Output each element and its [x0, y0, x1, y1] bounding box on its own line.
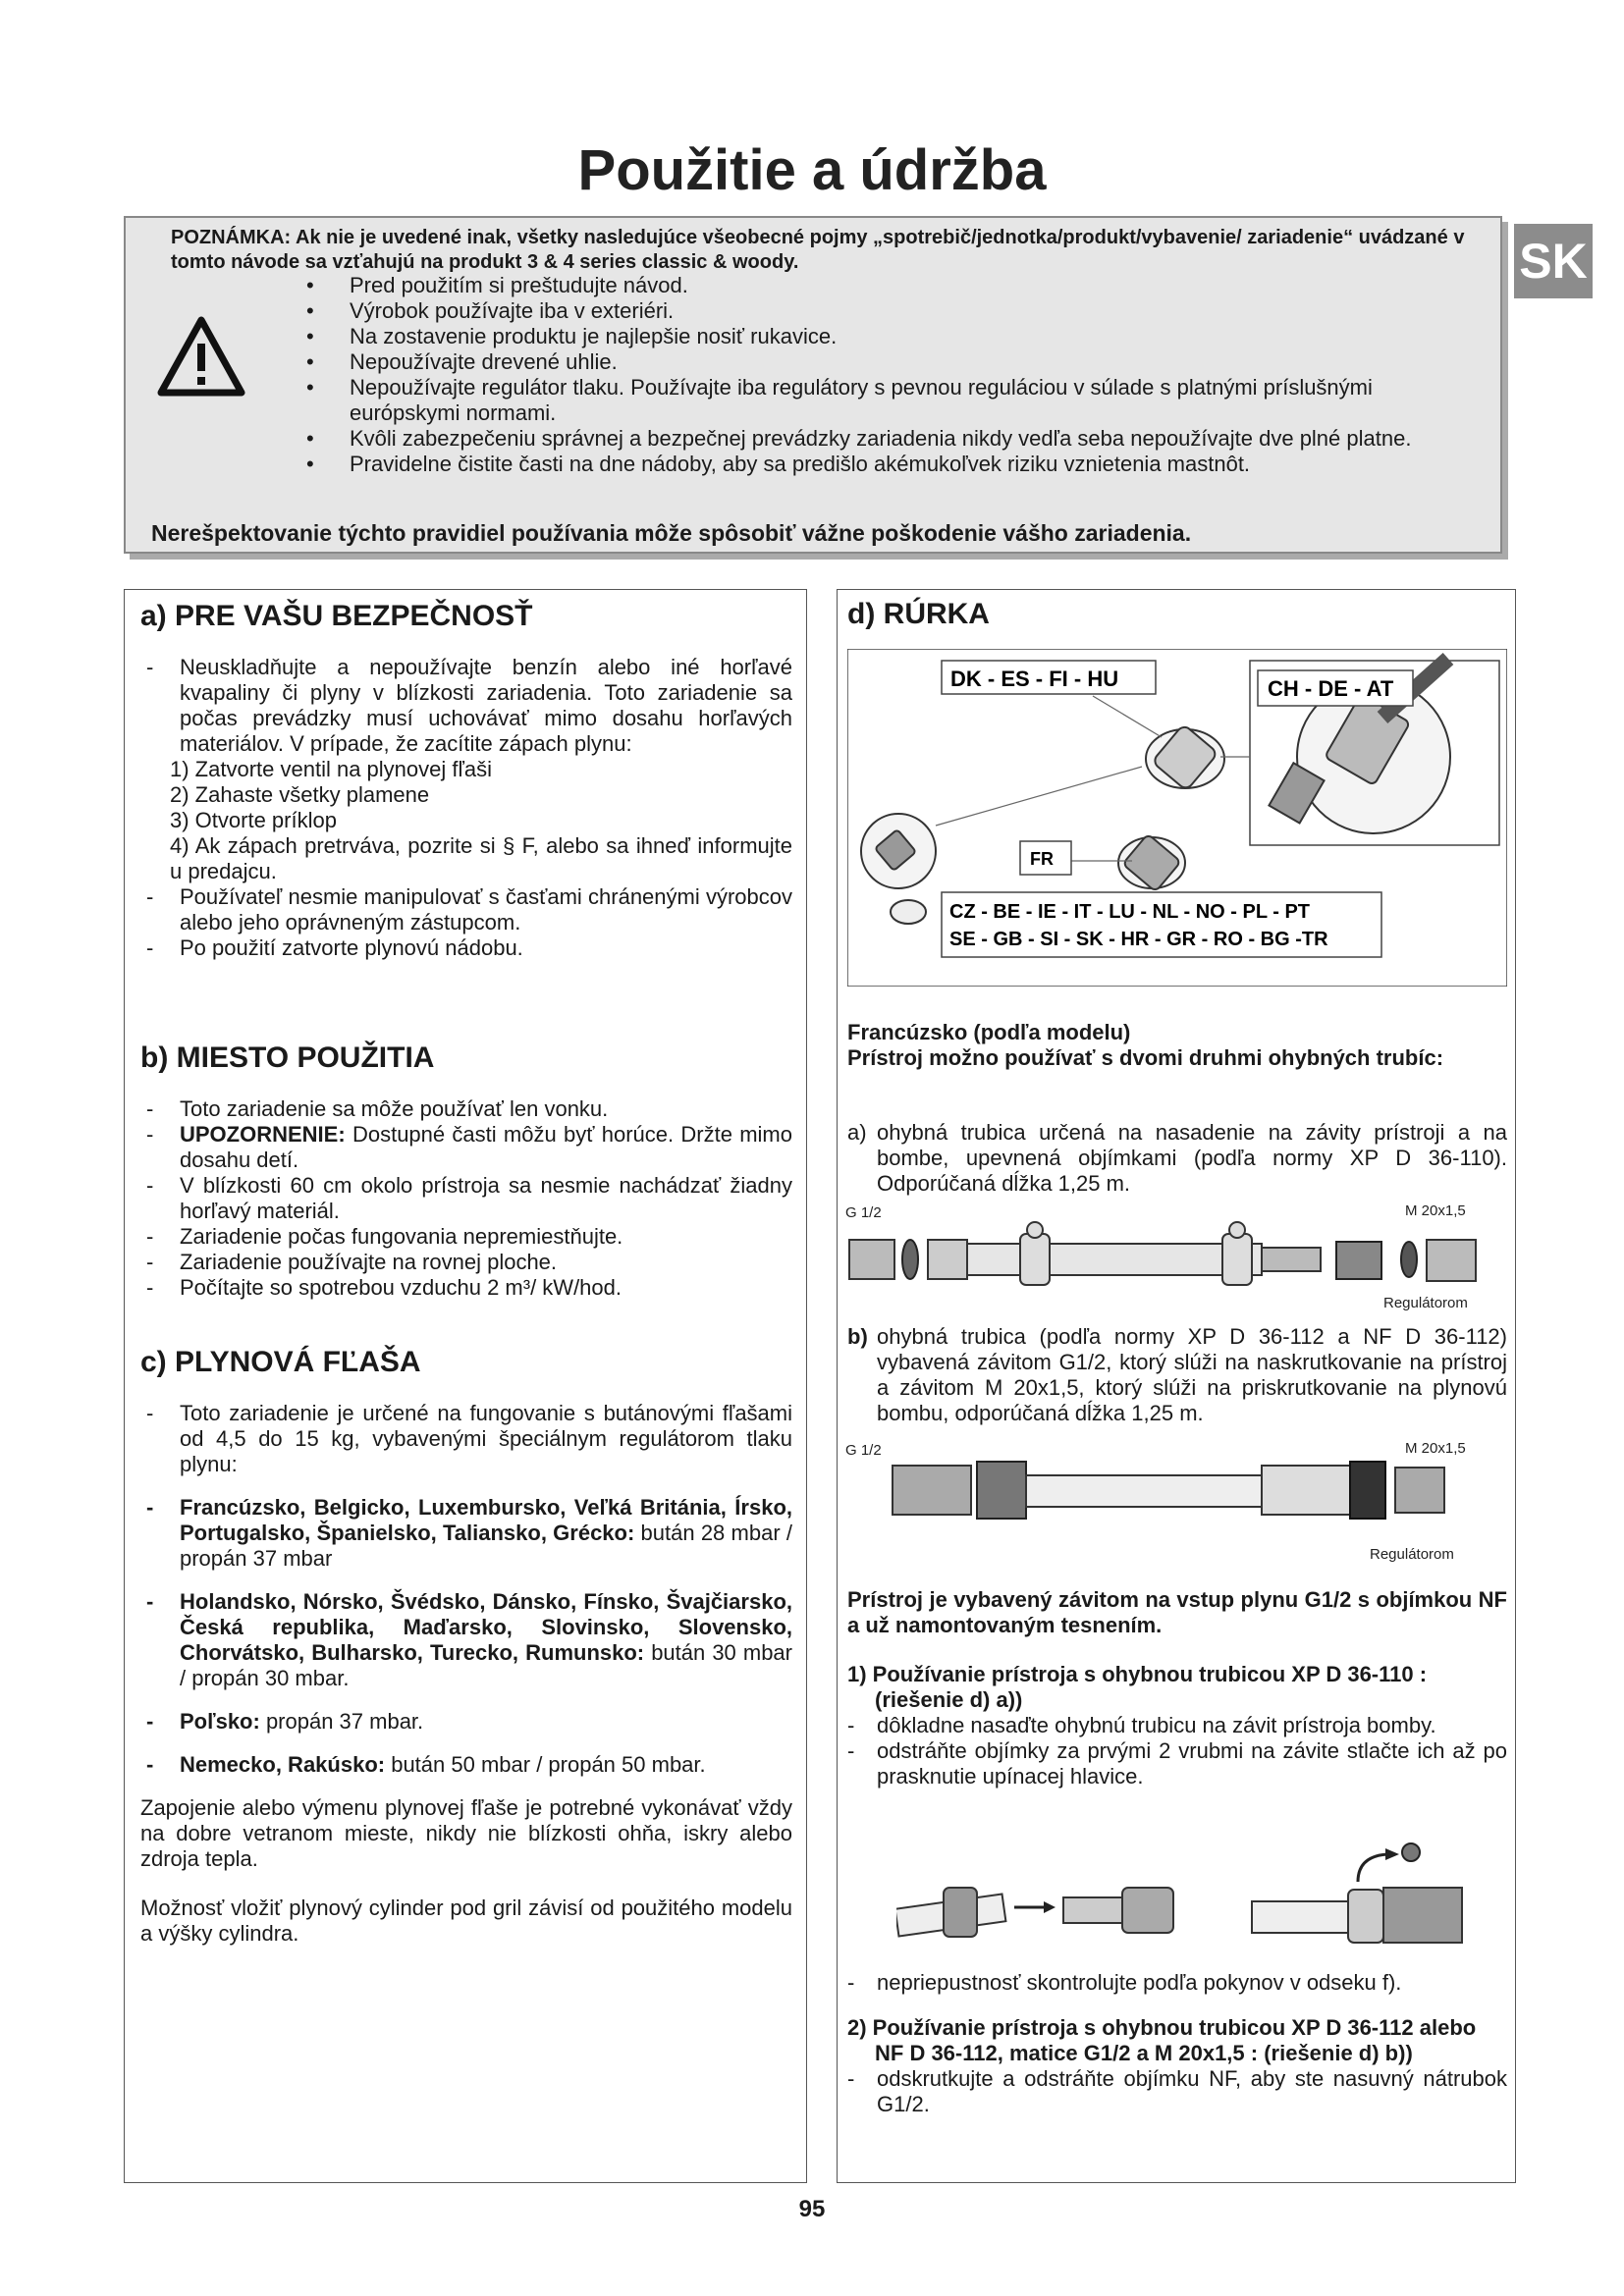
notice-item: • Pred použitím si preštudujte návod. [306, 273, 1465, 298]
fig1-right-label: M 20x1,5 [1405, 1202, 1466, 1219]
section-a-p3: Po použití zatvorte plynovú nádobu. [180, 935, 523, 960]
step-1-heading: 1) Používanie prístroja s ohybnou trubicou XP D 36-110 : (riešenie d) a)) [847, 1662, 1428, 1712]
step-item: 1) Zatvorte ventil na plynovej fľaši [170, 757, 493, 781]
section-a-p1: Neuskladňujte a nepoužívajte benzín alebo iné horľavé kvapaliny či plyny v blízkosti zariadenia. Toto zariadenie sa počas prevádzky musí uchovávať mimo dosahu horľavých materiálov. V prípade, že zacítite zápach plynu: [180, 655, 792, 756]
step-item: 4) Ak zápach pretrváva, pozrite si § F, alebo sa ihneď informujte u predajcu. [170, 833, 792, 883]
page-number: 95 [798, 2196, 826, 2222]
pressure-2: bután 30 mbar / propán 30 mbar. [180, 1640, 792, 1690]
fig1-left-label: G 1/2 [845, 1204, 882, 1221]
notice-list [306, 273, 1465, 477]
right-column [837, 589, 1516, 2183]
fig1-regulator-label: Regulátorom [1383, 1295, 1468, 1311]
notice-item: • Nepoužívajte regulátor tlaku. Používajte iba regulátory s pevnou reguláciou v súlade s platnými príslušnými európskymi normami. [306, 375, 1465, 426]
diagram-label-cz: CZ - BE - IE - IT - LU - NL - NO - PL - PT [949, 901, 1311, 923]
notice-header: POZNÁMKA: Ak nie je uvedené inak, všetky nasledujúce všeobecné pojmy „spotrebič/jednotka/produkt/vybavenie/ zariadenie“ uvádzané v tomto návode sa vzťahujú na produkt 3 & 4 series classic & woody. [171, 227, 1465, 273]
option-b [847, 1324, 1507, 1426]
section-a-heading: a) PRE VAŠU BEZPEČNOSŤ [140, 600, 533, 632]
section-d-heading: d) RÚRKA [847, 598, 990, 630]
option-a-text: ohybná trubica určená na nasadenie na závity prístroji a na bombe, upevnená objímkami (podľa normy XP D 36-110). Odporúčaná dĺžka 1,25 m. [877, 1120, 1507, 1196]
step-1-check: - nepriepustnosť skontrolujte podľa pokynov v odseku f). [847, 1970, 1402, 1995]
france-heading-1: Francúzsko (podľa modelu) [847, 1020, 1131, 1044]
pressure-4: bután 50 mbar / propán 50 mbar. [385, 1752, 706, 1777]
section-b-i3: V blízkosti 60 cm okolo prístroja sa nesmie nachádzať žiadny horľavý materiál. [180, 1173, 792, 1223]
country-group-4: Nemecko, Rakúsko: [180, 1752, 386, 1777]
option-b-text: ohybná trubica (podľa normy XP D 36-112 a NF D 36-112) vybavená závitom G1/2, ktorý slúži na naskrutkovanie na prístroj a závitom M 20x1,5, ktorý slúži na priskrutkovanie na plynovú bombu, odporúčaná dĺžka 1,25 m. [877, 1324, 1507, 1425]
option-a-mark: a) [847, 1120, 867, 1145]
step-1-item-1: dôkladne nasaďte ohybnú trubicu na závit prístroja bomby. [877, 1713, 1436, 1737]
section-b-i1: Toto zariadenie sa môže používať len vonku. [180, 1096, 609, 1121]
hose-figure-a [845, 1218, 1493, 1295]
inlet-note: Prístroj je vybavený závitom na vstup plynu G1/2 s objímkou NF a už namontovaným tesnením. [847, 1587, 1507, 1637]
step-1-item-2: odstráňte objímky za prvými 2 vrubmi na závite stlačte ich až po prasknutie upínacej hlavice. [877, 1738, 1507, 1789]
notice-item: • Na zostavenie produktu je najlepšie nosiť rukavice. [306, 324, 1465, 349]
notice-item: • Nepoužívajte drevené uhlie. [306, 349, 1465, 375]
section-b-heading: b) MIESTO POUŽITIA [140, 1041, 435, 1074]
section-a-body: - Neuskladňujte a nepoužívajte benzín alebo iné horľavé kvapaliny či plyny v blízkosti zariadenia. Toto zariadenie sa počas prevádzky musí uchovávať mimo dosahu horľavých materiálov. V prípade, že zacítite zápach plynu: 1) Zatvorte ventil na plynovej fľaši 2) Zahaste všetky plamene 3) Otvorte príklop 4) Ak zápach pretrváva, pozrite si § F, alebo sa ihneď informujte u predajcu. - Používateľ nesmie manipulovať s časťami chránenými výrobcov alebo jeho oprávneným zástupcom. - Po použití zatvorte plynovú nádobu. [146, 655, 792, 960]
pressure-1: bután 28 mbar / propán 37 mbar [180, 1521, 792, 1571]
notice-item: • Výrobok používajte iba v exteriéri. [306, 298, 1465, 324]
notice-item: • Kvôli zabezpečeniu správnej a bezpečnej prevádzky zariadenia nikdy vedľa seba nepoužívajte dve plné platne. [306, 426, 1465, 452]
pressure-3: propán 37 mbar. [259, 1709, 424, 1734]
section-c-body: - Toto zariadenie je určené na fungovanie s butánovými fľašami od 4,5 do 15 kg, vybavenými špeciálnym regulátorom tlaku plynu: - Francúzsko, Belgicko, Luxembursko, Veľká Británia, Írsko, Portugalsko, Španielsko, Taliansko, Grécko: bután 28 mbar / propán 37 mbar - Holandsko, Nórsko, Švédsko, Dánsko, Fínsko, Švajčiarsko, Česká republika, Maďarsko, Slovinsko, Slovensko, Chorvátsko, Bulharsko, Turecko, Rumunsko: bután 30 mbar / propán 30 mbar. - Poľsko: propán 37 mbar. - Nemecko, Rakúsko: bután 50 mbar / propán 50 mbar. Zapojenie alebo výmenu plynovej fľaše je potrebné vykonávať vždy na dobre vetranom mieste, nikdy nie blízkosti ohňa, iskry alebo zdroja tepla. Možnosť vložiť plynový cylinder pod gril závisí od použitého modelu a výšky cylindra. [140, 1401, 792, 1946]
fig2-regulator-label: Regulátorom [1370, 1546, 1454, 1563]
country-group-1: Francúzsko, Belgicko, Luxembursko, Veľká Británia, Írsko, Portugalsko, Španielsko, Taliansko, Grécko: [180, 1495, 792, 1545]
notice-item: • Pravidelne čistite časti na dne nádoby, aby sa predišlo akémukoľvek riziku vznietenia mastnôt. [306, 452, 1465, 477]
page-title: Použitie a údržba [577, 138, 1047, 202]
country-group-2: Holandsko, Nórsko, Švédsko, Dánsko, Fínsko, Švajčiarsko, Česká republika, Maďarsko, Slovinsko, Slovensko, Chorvátsko, Bulharsko, Turecko, Rumunsko: [180, 1589, 792, 1665]
step-1-item-3: nepriepustnosť skontrolujte podľa pokynov v odseku f). [877, 1970, 1402, 1995]
section-c-p1: Zapojenie alebo výmenu plynovej fľaše je potrebné vykonávať vždy na dobre vetranom mieste, nikdy nie blízkosti ohňa, iskry alebo zdroja tepla. [140, 1795, 792, 1871]
section-a-p2: Používateľ nesmie manipulovať s časťami chránenými výrobcov alebo jeho oprávneným zástupcom. [180, 884, 792, 934]
diagram-label-se: SE - GB - SI - SK - HR - GR - RO - BG -TR [949, 929, 1328, 950]
hose-connector-diagram [847, 649, 1507, 987]
section-b-i4: Zariadenie počas fungovania nepremiestňujte. [180, 1224, 623, 1249]
warning-icon [157, 316, 245, 397]
step-1-block: 1) Používanie prístroja s ohybnou trubicou XP D 36-110 : (riešenie d) a)) - dôkladne nasaďte ohybnú trubicu na závit prístroja bomby. - odstráňte objímky za prvými 2 vrubmi na závite stlačte ich až po prasknutie upínacej hlavice. [847, 1662, 1507, 1789]
option-a [847, 1120, 1507, 1197]
section-b-body: - Toto zariadenie sa môže používať len vonku. - UPOZORNENIE: Dostupné časti môžu byť horúce. Držte mimo dosahu detí. - V blízkosti 60 cm okolo prístroja sa nesmie nachádzať žiadny horľavý materiál. - Zariadenie počas fungovania nepremiestňujte. - Zariadenie používajte na rovnej ploche. - Počítajte so spotrebou vzduchu 2 m³/ kW/hod. [146, 1096, 792, 1300]
section-c-heading: c) PLYNOVÁ FĽAŠA [140, 1346, 421, 1378]
france-heading [847, 1020, 1507, 1071]
diagram-label-fr: FR [1030, 849, 1054, 869]
step-item: 2) Zahaste všetky plamene [170, 782, 430, 807]
clamp-removal-figure [896, 1842, 1486, 1950]
diagram-label-dk: DK - ES - FI - HU [950, 667, 1119, 691]
diagram-label-ch: CH - DE - AT [1268, 676, 1394, 701]
step-2-item-1: odskrutkujte a odstráňte objímku NF, aby ste nasuvný nátrubok G1/2. [877, 2066, 1507, 2116]
section-b-i6: Počítajte so spotrebou vzduchu 2 m³/ kW/hod. [180, 1275, 623, 1300]
fig2-right-label: M 20x1,5 [1405, 1440, 1466, 1457]
warning-label: UPOZORNENIE: [180, 1122, 346, 1147]
section-b-i2: Dostupné časti môžu byť horúce. Držte mimo dosahu detí. [180, 1122, 792, 1172]
section-c-intro: Toto zariadenie je určené na fungovanie s butánovými fľašami od 4,5 do 15 kg, vybavenými špeciálnym regulátorom tlaku plynu: [180, 1401, 792, 1476]
notice-box [124, 216, 1502, 554]
hose-figure-b [845, 1458, 1493, 1524]
option-b-mark: b) [847, 1324, 868, 1349]
step-item: 3) Otvorte príklop [170, 808, 337, 832]
country-group-3: Poľsko: [180, 1709, 260, 1734]
step-2-heading: 2) Používanie prístroja s ohybnou trubicou XP D 36-112 alebo NF D 36-112, matice G1/2 a M 20x1,5 : (riešenie d) b)) [847, 2015, 1477, 2065]
step-2-block: 2) Používanie prístroja s ohybnou trubicou XP D 36-112 alebo NF D 36-112, matice G1/2 a M 20x1,5 : (riešenie d) b)) - odskrutkujte a odstráňte objímku NF, aby ste nasuvný nátrubok G1/2. [847, 2015, 1507, 2116]
left-column [124, 589, 807, 2183]
language-badge: SK [1514, 224, 1593, 298]
section-c-p2: Možnosť vložiť plynový cylinder pod gril závisí od použitého modelu a výšky cylindra. [140, 1896, 792, 1946]
france-heading-2: Prístroj možno používať s dvomi druhmi ohybných trubíc: [847, 1045, 1444, 1070]
section-b-i5: Zariadenie používajte na rovnej ploche. [180, 1250, 558, 1274]
fig2-left-label: G 1/2 [845, 1442, 882, 1459]
notice-footer: Nerešpektovanie týchto pravidiel používania môže spôsobiť vážne poškodenie vášho zariadenia. [151, 520, 1192, 546]
